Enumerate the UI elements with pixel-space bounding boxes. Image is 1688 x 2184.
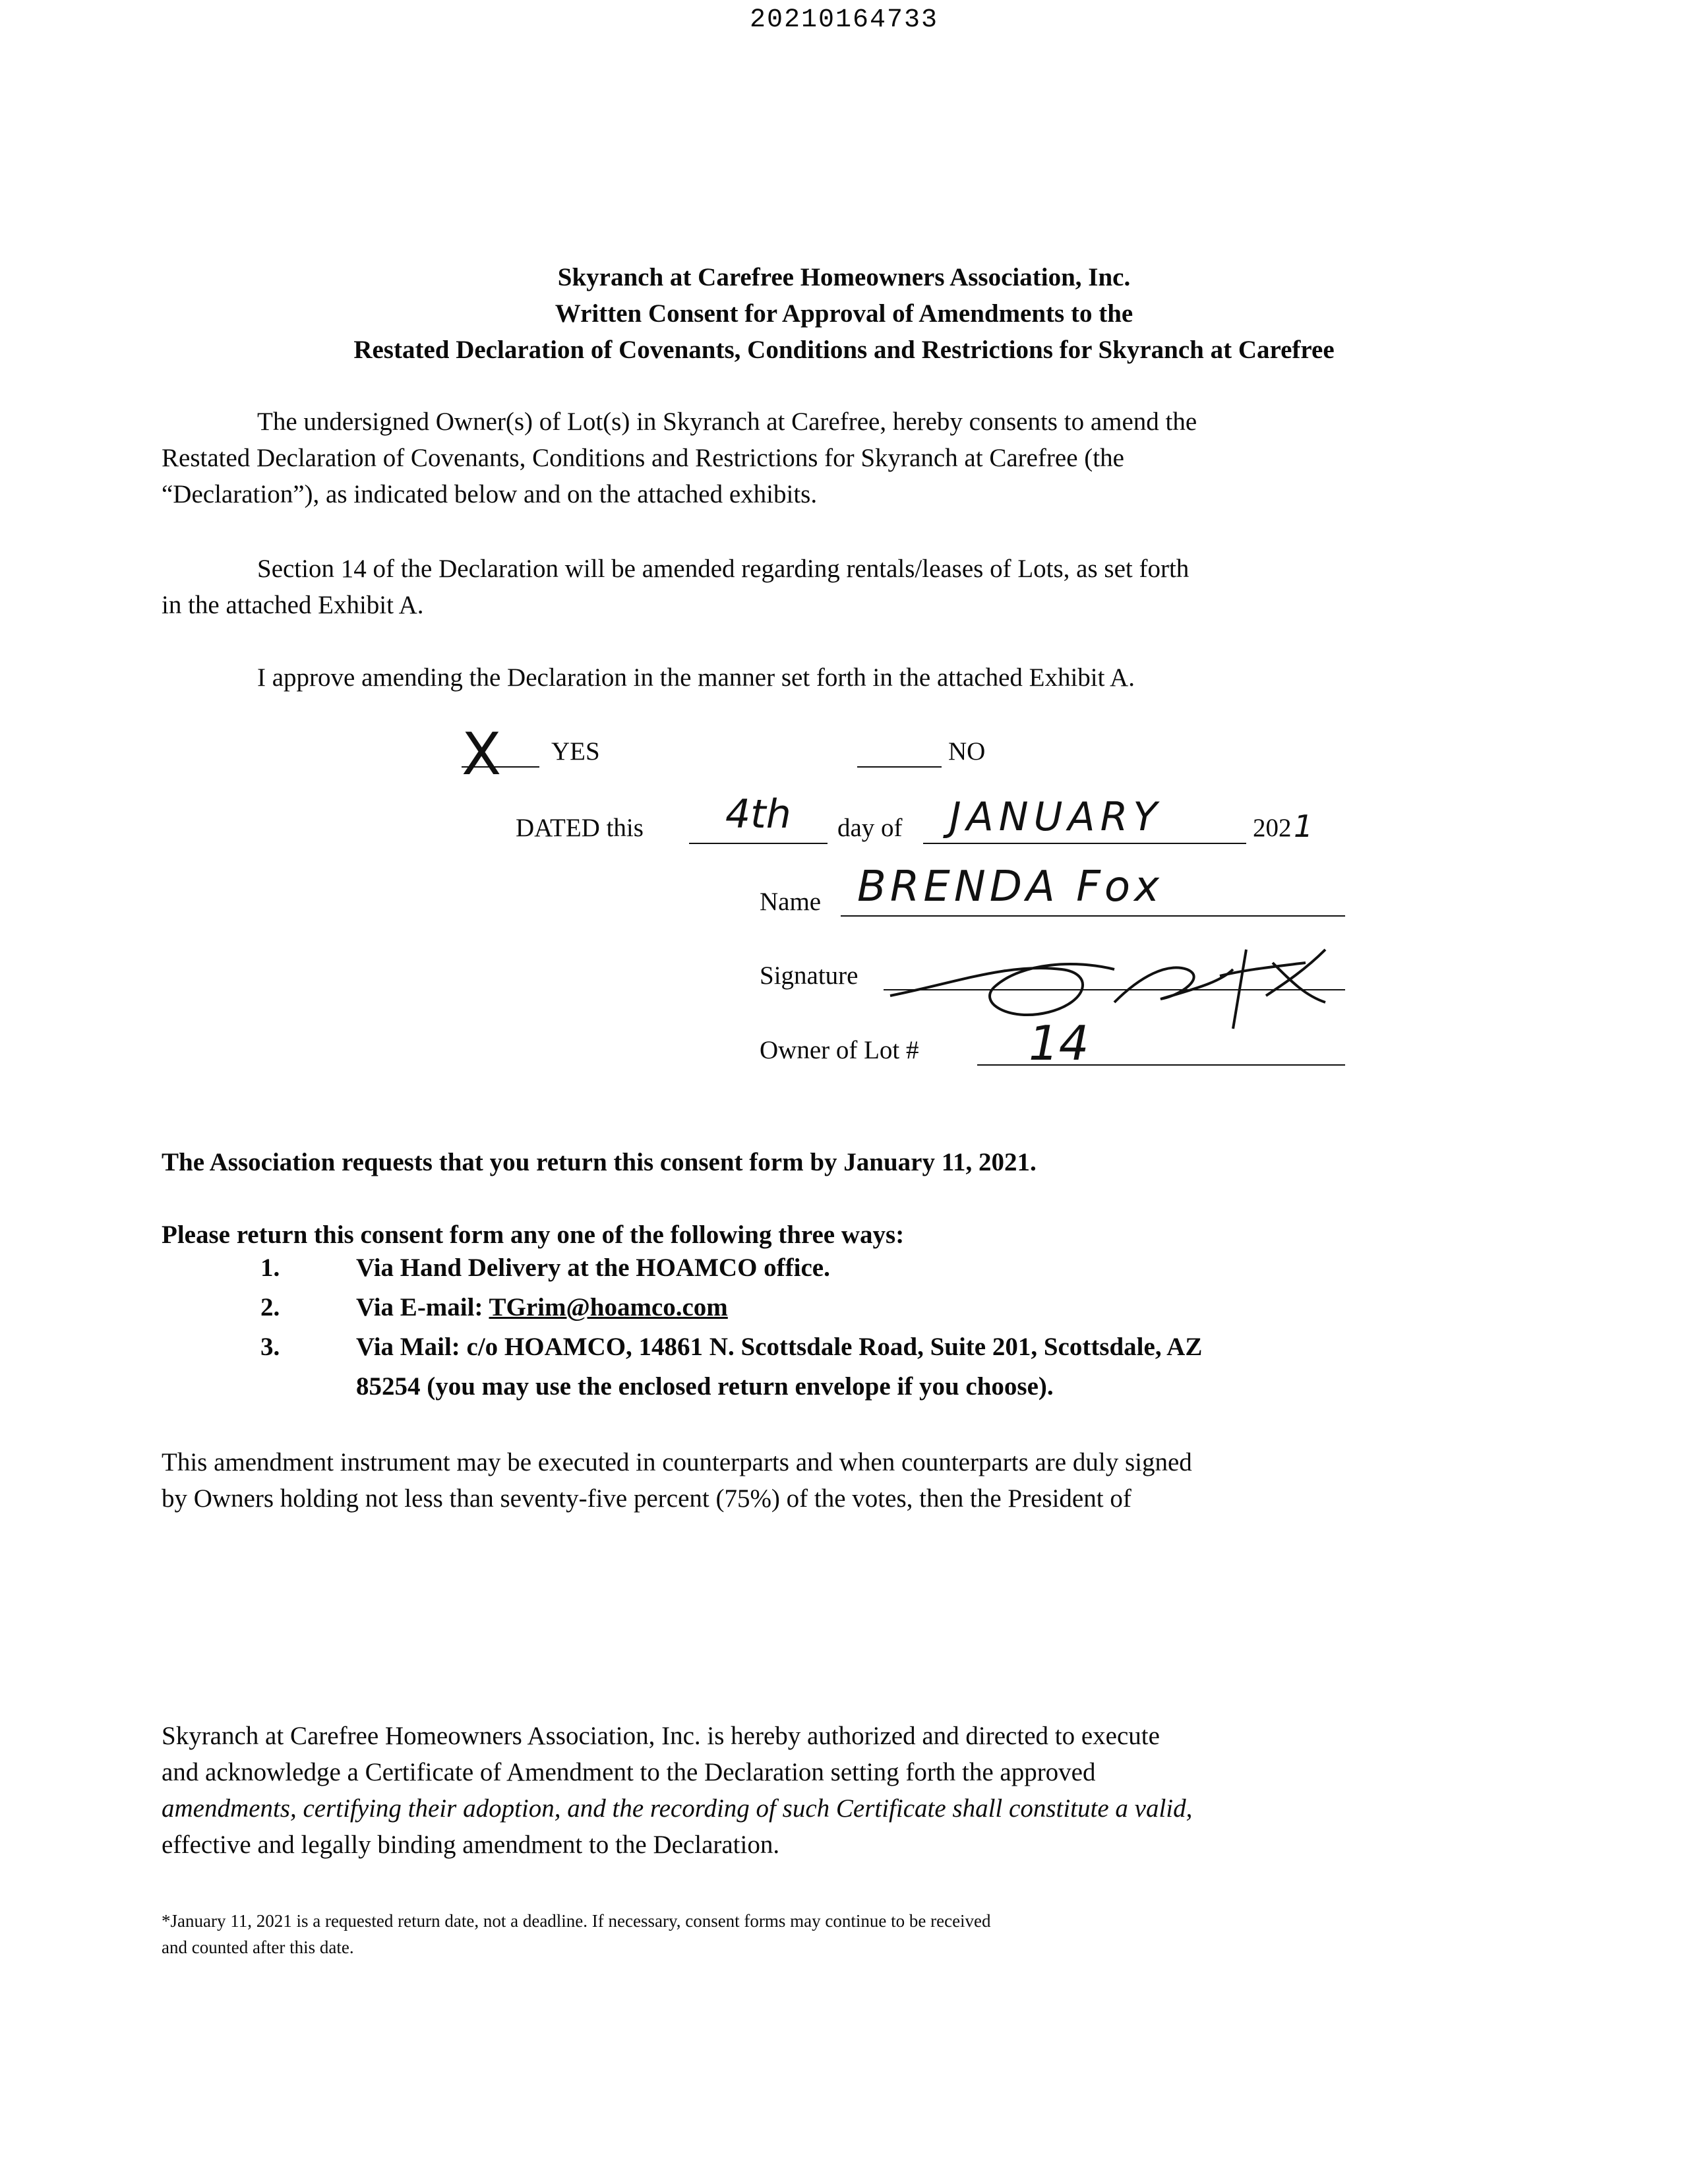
intro-p1-line1: The undersigned Owner(s) of Lot(s) in Skyranch at Carefree, hereby consents to amend the	[257, 408, 1197, 436]
signature-label: Signature	[760, 961, 859, 990]
yes-checkmark: X	[462, 720, 502, 788]
yes-label: YES	[551, 737, 600, 766]
authorization-line-1: Skyranch at Carefree Homeowners Association, Inc. is hereby authorized and directed to execute	[162, 1722, 1160, 1750]
intro-p2-line1: Section 14 of the Declaration will be amended regarding rentals/leases of Lots, as set forth	[257, 555, 1190, 583]
owner-lot-value: 14	[1029, 1016, 1089, 1071]
year-prefix: 202	[1253, 814, 1292, 842]
list-item-3-number: 3.	[260, 1333, 280, 1361]
name-line	[841, 915, 1345, 917]
yes-line	[462, 766, 539, 768]
list-item-2-number: 2.	[260, 1293, 280, 1321]
return-methods-intro: Please return this consent form any one of the following three ways:	[162, 1221, 905, 1249]
authorization-line-4: effective and legally binding amendment to the Declaration.	[162, 1831, 780, 1859]
month-value: JANUARY	[950, 794, 1162, 840]
title-line-2: Written Consent for Approval of Amendments to the	[555, 299, 1133, 328]
no-label: NO	[948, 737, 986, 766]
intro-p1-line3: “Declaration”), as indicated below and on the attached exhibits.	[162, 480, 818, 508]
day-line	[689, 843, 828, 844]
dated-label: DATED this	[516, 814, 644, 842]
footnote-line-2: and counted after this date.	[162, 1937, 354, 1957]
email-link[interactable]: TGrim@hoamco.com	[489, 1293, 728, 1321]
return-request: The Association requests that you return this consent form by January 11, 2021.	[162, 1148, 1037, 1176]
year-suffix: 1	[1294, 808, 1313, 844]
list-item-1-text: Via Hand Delivery at the HOAMCO office.	[356, 1254, 830, 1282]
owner-lot-label: Owner of Lot #	[760, 1036, 919, 1064]
day-value: 4th	[725, 791, 791, 837]
list-item-3-text: Via Mail: c/o HOAMCO, 14861 N. Scottsdale Road, Suite 201, Scottsdale, AZ	[356, 1333, 1203, 1361]
counterparts-line-2: by Owners holding not less than seventy-five percent (75%) of the votes, then the President of	[162, 1484, 1131, 1513]
footnote-line-1: *January 11, 2021 is a requested return date, not a deadline. If necessary, consent forms may continue to be received	[162, 1911, 991, 1931]
list-item-3-text-cont: 85254 (you may use the enclosed return envelope if you choose).	[356, 1372, 1054, 1401]
month-line	[923, 843, 1246, 844]
title-line-3: Restated Declaration of Covenants, Conditions and Restrictions for Skyranch at Carefree	[353, 336, 1335, 364]
no-line	[857, 766, 942, 768]
name-value: BRENDA Fox	[857, 863, 1163, 911]
intro-p2-line2: in the attached Exhibit A.	[162, 591, 424, 619]
counterparts-line-1: This amendment instrument may be executed in counterparts and when counterparts are duly signed	[162, 1448, 1192, 1476]
signature-image	[877, 923, 1339, 1042]
intro-p1-line2: Restated Declaration of Covenants, Conditions and Restrictions for Skyranch at Carefree (the	[162, 444, 1124, 472]
approval-statement: I approve amending the Declaration in the manner set forth in the attached Exhibit A.	[257, 663, 1135, 692]
authorization-line-3: amendments, certifying their adoption, and the recording of such Certificate shall constitute a valid,	[162, 1794, 1193, 1823]
list-item-1-number: 1.	[260, 1254, 280, 1282]
authorization-line-2: and acknowledge a Certificate of Amendment to the Declaration setting forth the approved	[162, 1758, 1096, 1786]
list-item-2-text: Via E-mail:	[356, 1293, 489, 1321]
document-number: 20210164733	[749, 5, 939, 35]
title-line-1: Skyranch at Carefree Homeowners Association, Inc.	[557, 263, 1131, 291]
day-of-label: day of	[837, 814, 903, 842]
list-item-2	[356, 1288, 728, 1327]
name-label: Name	[760, 888, 822, 916]
